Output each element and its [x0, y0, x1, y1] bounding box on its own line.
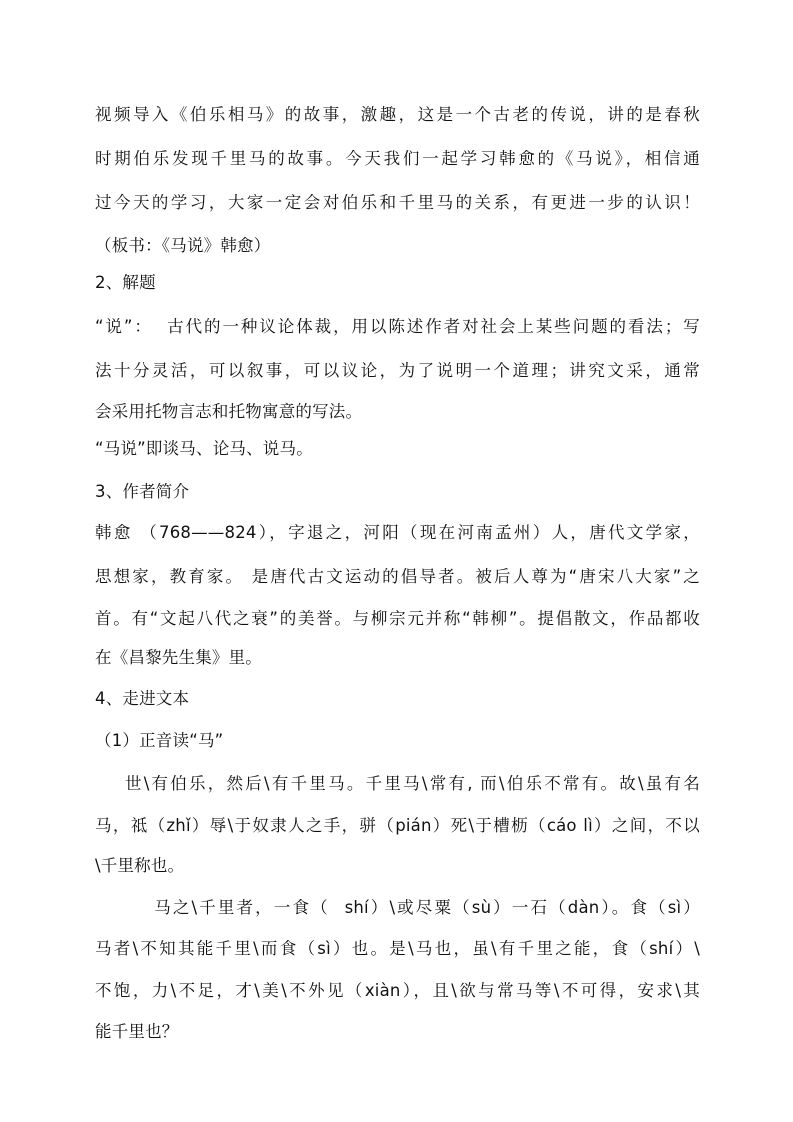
text-line: 法十分灵活，可以叙事，可以议论，为了说明一个道理；讲究文采，通常 — [95, 361, 700, 380]
text-line: 世\有伯乐，然后\有千里马。千里马\常有, 而\伯乐不常有。故\虽有名 — [95, 774, 700, 793]
text-line: 不饱，力\不足，才\美\不外见（xiàn），且\欲与常马等\不可得，安求\其 — [95, 981, 700, 1000]
text-line: （板书：《马说》韩愈） — [95, 236, 271, 255]
text-line: “说”： 古代的一种议论体裁，用以陈述作者对社会上某些问题的看法；写 — [95, 317, 700, 336]
text-line: 马者\不知其能千里\而食（sì）也。是\马也，虽\有千里之能，食（shí）\ — [95, 939, 700, 958]
text-line: 时期伯乐发现千里马的故事。今天我们一起学习韩愈的《马说》，相信通 — [95, 149, 700, 168]
section-heading: 4、走进文本 — [95, 689, 190, 708]
text-line: 马，祗（zhǐ）辱\于奴隶人之手，骈（pián）死\于槽枥（cáo lì）之间，不以 — [95, 816, 700, 835]
text-line: “马说”即谈马、论马、说马。 — [95, 439, 313, 458]
text-line: 会采用托物言志和托物寓意的写法。 — [95, 402, 363, 421]
text-line: 视频导入《伯乐相马》的故事，激趣，这是一个古老的传说，讲的是春秋 — [95, 105, 700, 124]
text-line: \千里称也。 — [95, 856, 185, 875]
text-line: 马之\千里者，一食（ shí）\或尽粟（sù）一石（dàn）。食（sì） — [95, 898, 700, 917]
subsection-heading: （1）正音读“马” — [95, 731, 224, 750]
text-line: 思想家，教育家。 是唐代古文运动的倡导者。被后人尊为“唐宋八大家”之 — [95, 567, 700, 586]
text-line: 韩愈 （768——824），字退之，河阳（现在河南孟州）人，唐代文学家， — [95, 523, 700, 542]
section-heading: 3、作者简介 — [95, 482, 190, 501]
section-heading: 2、解题 — [95, 273, 156, 292]
text-line: 在《昌黎先生集》里。 — [95, 648, 262, 667]
text-line: 首。有“文起八代之衰”的美誉。与柳宗元并称“韩柳”。提倡散文，作品都收 — [95, 609, 700, 628]
text-line: 能千里也？ — [95, 1022, 179, 1041]
text-line: 过今天的学习，大家一定会对伯乐和千里马的关系，有更进一步的认识！ — [95, 193, 700, 212]
